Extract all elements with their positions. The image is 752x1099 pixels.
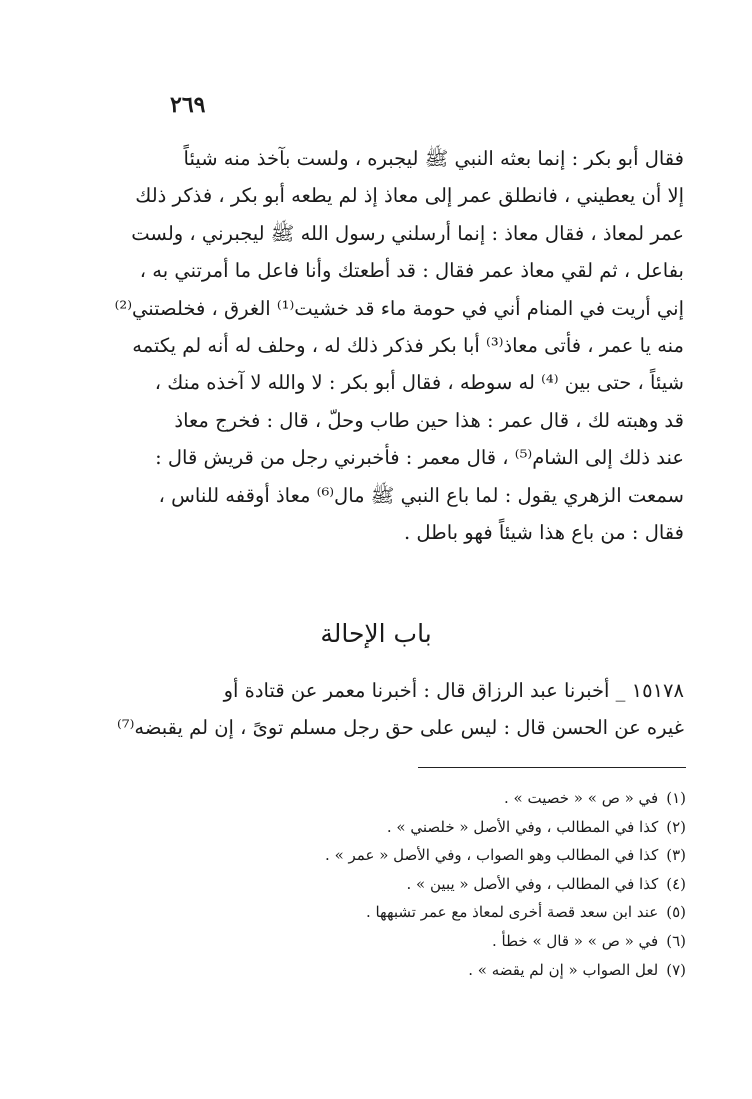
footnote-text: عند ابن سعد قصة أخرى لمعاذ مع عمر تشبهها .	[365, 903, 659, 922]
text-line: غيره عن الحسن قال : ليس على حق رجل مسلم توىً ، إن لم يقبضه⁽⁷⁾	[116, 716, 684, 740]
text-line: قد وهبته لك ، قال عمر : هذا حين طاب وحلّ ، قال : فخرج معاذ	[174, 408, 684, 432]
text-line: فقال : من باع هذا شيئاً فهو باطل .	[404, 520, 684, 544]
text-line: سمعت الزهري يقول : لما باع النبي ﷺ مال⁽⁶⁾ معاذ أوقفه للناس ،	[158, 483, 684, 507]
footnote-number: (٧)	[666, 960, 686, 979]
footnote-number: (٦)	[666, 931, 686, 950]
footnote	[200, 813, 686, 842]
text-line: إلا أن يعطيني ، فانطلق عمر إلى معاذ إذ لم يطعه أبو بكر ، فذكر ذلك	[135, 184, 684, 208]
text-line: فقال أبو بكر : إنما بعثه النبي ﷺ ليجبره ، ولست بآخذ منه شيئاً	[183, 147, 684, 170]
footnote-number: (٤)	[666, 874, 686, 893]
footnote-text: كذا في المطالب ، وفي الأصل « يبين » .	[406, 874, 659, 893]
text-line: شيئاً ، حتى بين ⁽⁴⁾ له سوطه ، فقال أبو بكر : لا والله لا آخذه منك ،	[154, 371, 684, 395]
footnote-divider	[418, 767, 686, 768]
footnote	[200, 784, 686, 813]
footnote-text: لعل الصواب « إن لم يقضه » .	[468, 960, 659, 979]
footnote	[200, 927, 686, 956]
text-line: بفاعل ، ثم لقي معاذ عمر فقال : قد أطعتك وأنا فاعل ما أمرتني به ،	[139, 259, 684, 283]
footnote-number: (٥)	[666, 903, 686, 922]
main-text	[66, 140, 684, 551]
footnote-number: (٢)	[666, 817, 686, 836]
hadith-text	[66, 672, 684, 747]
section-heading: باب الإحالة	[320, 619, 432, 648]
text-line: منه يا عمر ، فأتى معاذ⁽³⁾ أبا بكر فذكر ذلك له ، وحلف له أنه لم يكتمه	[132, 333, 684, 357]
footnote-text: كذا في المطالب وهو الصواب ، وفي الأصل « عمر » .	[325, 846, 659, 865]
footnote	[200, 956, 686, 985]
footnote-number: (٣)	[666, 846, 686, 865]
footnote	[200, 841, 686, 870]
footnote-text: في « ص » « خصيت » .	[504, 789, 659, 807]
footnote-text: في « ص » « قال » خطأ .	[492, 931, 659, 950]
text-line: عند ذلك إلى الشام⁽⁵⁾ ، قال معمر : فأخبرني رجل من قريش قال :	[155, 446, 684, 470]
page-number: ٢٦٩	[170, 92, 206, 118]
text-line: ١٥١٧٨ _ أخبرنا عبد الرزاق قال : أخبرنا معمر عن قتادة أو	[223, 679, 684, 702]
footnote-number: (١)	[666, 789, 686, 807]
text-line: عمر لمعاذ ، فقال معاذ : إنما أرسلني رسول الله ﷺ ليجبرني ، ولست	[131, 221, 684, 245]
footnote-text: كذا في المطالب ، وفي الأصل « خلصني » .	[386, 817, 659, 836]
footnotes	[200, 784, 686, 984]
footnote	[200, 898, 686, 927]
footnote	[200, 870, 686, 899]
text-line: إني أريت في المنام أني في حومة ماء قد خشيت⁽¹⁾ الغرق ، فخلصتني⁽²⁾	[114, 296, 684, 320]
